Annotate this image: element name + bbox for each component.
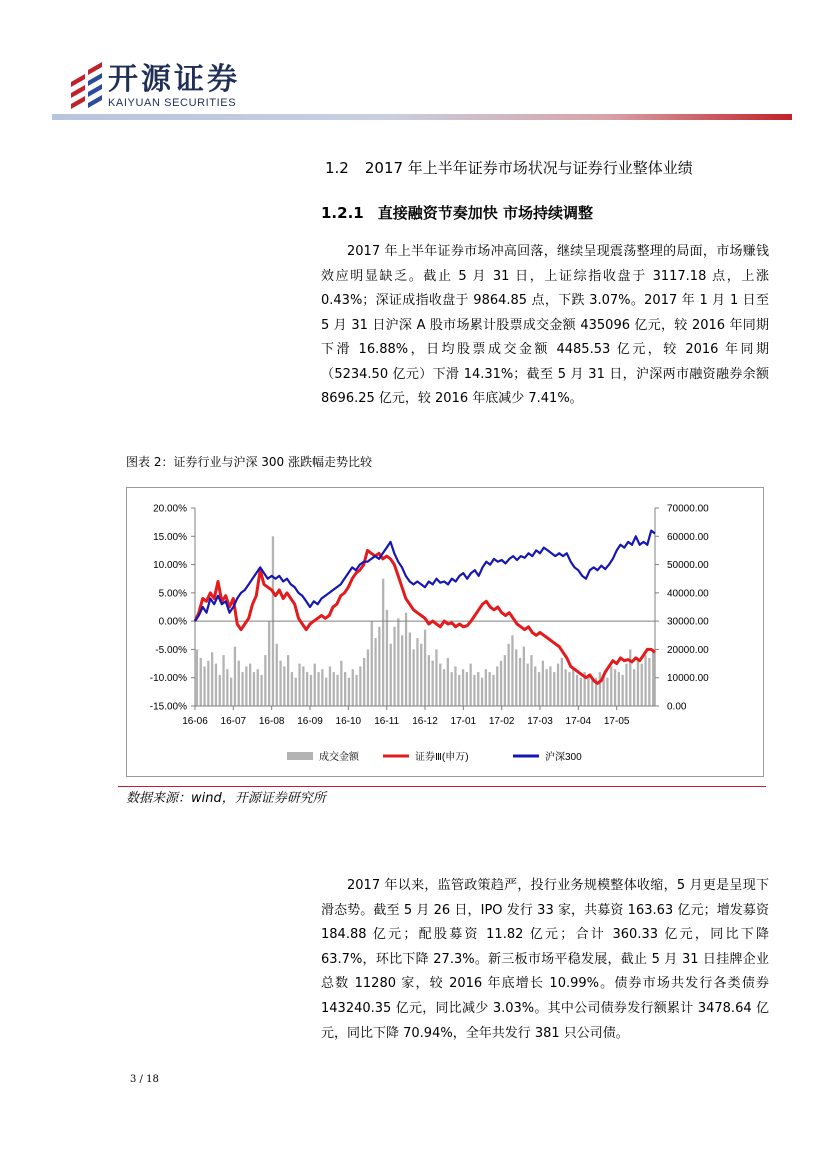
right-tick-label: 50000.00 (667, 560, 709, 572)
body-paragraph-2: 2017 年以来，监管政策趋严，投行业务规模整体收缩，5 月更是呈现下滑态势。截至 5 月 26 日，IPO 发行 33 家，共募资 163.63 亿元；增发募资 184.88 亿元；配股募资 11.82 亿元；合计 360.33 亿元，同比下降 63.7%，环比下降 27.3%。新三板市场平稳发展，截止 5 月 31 日挂牌企业总数 11280 家，较 2016 年底增长 10.99%。债券市场共发行各类债券 143240.35 亿元，同比减少 3.03%。其中公司债券发行额累计 3478.64 亿元，同比下降 70.94%，全年共发行 381 只公司债。 (321, 878, 769, 1041)
volume-bar (534, 666, 536, 706)
volume-bar (641, 664, 643, 706)
volume-bar (454, 666, 456, 706)
volume-bar (260, 675, 262, 706)
x-tick-label: 17-01 (450, 716, 477, 727)
volume-bar (321, 669, 323, 706)
source-rule (118, 786, 766, 787)
volume-bar (515, 649, 517, 706)
volume-bar (424, 630, 426, 706)
x-tick-label: 16-09 (297, 716, 323, 727)
volume-bar (355, 675, 357, 706)
right-tick-label: 0.00 (667, 701, 687, 713)
volume-bar (629, 649, 631, 706)
volume-bar (211, 652, 213, 706)
logo-mark-icon (68, 60, 108, 112)
left-axis-labels (150, 504, 187, 713)
volume-bar (348, 678, 350, 706)
volume-bar (340, 661, 342, 706)
volume-bar (492, 675, 494, 706)
volume-bar (466, 672, 468, 706)
volume-bar (462, 669, 464, 706)
logo-english-name: KAIYUAN SECURITIES (108, 97, 237, 109)
volume-bar (413, 649, 415, 706)
volume-bar (264, 655, 266, 706)
volume-bar (203, 666, 205, 706)
volume-bar (477, 672, 479, 706)
figure-source: 数据来源：wind，开源证券研究所 (126, 791, 326, 806)
volume-bar (546, 669, 548, 706)
x-tick-label: 16-12 (412, 716, 438, 727)
volume-bar (530, 655, 532, 706)
volume-bar (222, 655, 224, 706)
volume-bar (432, 661, 434, 706)
header-rule (52, 114, 792, 120)
volume-bar (504, 655, 506, 706)
volume-bar (207, 661, 209, 706)
x-tick-label: 17-03 (527, 716, 553, 727)
volume-bar (511, 635, 513, 706)
chart-svg (127, 488, 765, 778)
left-tick-label: -15.00% (149, 701, 187, 713)
subsection-title: 直接融资节奏加快 市场持续调整 (377, 204, 593, 222)
volume-bar (276, 644, 278, 706)
volume-bar (420, 644, 422, 706)
volume-bar (253, 672, 255, 706)
volume-bar (336, 675, 338, 706)
volume-bar (291, 672, 293, 706)
volume-bar (496, 666, 498, 706)
volume-bar (435, 649, 437, 706)
volume-bar (359, 666, 361, 706)
volume-bar (374, 638, 376, 706)
volume-bar (329, 666, 331, 706)
volume-bar (606, 678, 608, 706)
volume-bar (614, 669, 616, 706)
volume-bar (637, 661, 639, 706)
left-tick-label: -5.00% (155, 644, 187, 656)
volume-bar (451, 672, 453, 706)
body-paragraph-1: 2017 年上半年证券市场冲高回落，继续呈现震荡整理的局面，市场赚钱效应明显缺乏。截止 5 月 31 日，上证综指收盘于 3117.18 点，上涨 0.43%；深证成指收盘于 9864.85 点，下跌 3.07%。2017 年 1 月 1 日至 5 月 31 日沪深 A 股市场累计股票成交金额 435096 亿元，较 2016 年同期下滑 16.88%，日均股票成交金额 4485.53 亿元，较 2016 年同期（5234.50 亿元）下滑 14.31%；截至 5 月 31 日，沪深两市融资融券余额 8696.25 亿元，较 2016 年底减少 7.41%。 (321, 244, 769, 406)
volume-bar (439, 664, 441, 706)
volume-bar (200, 658, 202, 706)
volume-bar (644, 655, 646, 706)
section-number: 1.2 (325, 159, 349, 177)
legend-label: 证券Ⅲ(申万) (415, 752, 469, 763)
right-tick-label: 10000.00 (667, 673, 709, 685)
volume-bar (226, 669, 228, 706)
volume-bar (549, 666, 551, 706)
volume-bar (485, 669, 487, 706)
volume-bar (428, 655, 430, 706)
volume-bar (306, 672, 308, 706)
volume-bar (397, 618, 399, 706)
volume-bar (230, 678, 232, 706)
volume-bar (287, 655, 289, 706)
volume-bar (633, 669, 635, 706)
volume-bar (257, 669, 259, 706)
volume-bar (625, 664, 627, 706)
left-tick-label: 0.00% (158, 616, 187, 628)
volume-bar (386, 610, 388, 706)
volume-bar (390, 644, 392, 706)
volume-bar (568, 672, 570, 706)
volume-bar (500, 661, 502, 706)
volume-bar (325, 678, 327, 706)
volume-bar (572, 666, 574, 706)
left-tick-label: 15.00% (153, 531, 187, 543)
volume-bar (565, 669, 567, 706)
volume-bar (587, 675, 589, 706)
volume-bar (561, 658, 563, 706)
section-title: 2017 年上半年证券市场状况与证券行业整体业绩 (364, 159, 693, 177)
volume-bar (553, 672, 555, 706)
volume-bar (599, 672, 601, 706)
volume-bar (367, 649, 369, 706)
volume-bar (249, 664, 251, 706)
left-tick-label: 10.00% (153, 560, 187, 572)
volume-bar (344, 672, 346, 706)
volume-bar (527, 664, 529, 706)
volume-bar (382, 579, 384, 706)
right-tick-label: 60000.00 (667, 531, 709, 543)
volume-bar (238, 661, 240, 706)
left-tick-label: -10.00% (149, 673, 187, 685)
volume-bar (557, 664, 559, 706)
right-axis-labels (667, 504, 709, 713)
company-logo (68, 60, 268, 112)
volume-bar (298, 664, 300, 706)
chart-frame (126, 487, 764, 777)
volume-bar (618, 672, 620, 706)
x-tick-label: 16-06 (182, 716, 208, 727)
volume-bar (473, 675, 475, 706)
volume-bar (470, 664, 472, 706)
right-tick-label: 40000.00 (667, 588, 709, 600)
volume-bar (314, 664, 316, 706)
x-tick-label: 17-04 (565, 716, 592, 727)
volume-bar (363, 658, 365, 706)
volume-bar (447, 658, 449, 706)
volume-bar (352, 669, 354, 706)
legend-swatch (287, 752, 313, 760)
left-tick-label: 5.00% (158, 588, 187, 600)
x-tick-label: 17-05 (603, 716, 630, 727)
volume-bar (245, 666, 247, 706)
volume-bar (622, 675, 624, 706)
x-tick-label: 16-08 (258, 716, 285, 727)
volume-bar (317, 672, 319, 706)
series-line (195, 531, 655, 622)
volume-bar (371, 621, 373, 706)
x-tick-label: 16-10 (335, 716, 362, 727)
volume-bar (409, 633, 411, 707)
x-axis-labels (182, 716, 630, 727)
page-number: 3 / 18 (130, 1074, 159, 1085)
x-tick-label: 16-07 (220, 716, 247, 727)
volume-bar (219, 675, 221, 706)
legend-label: 成交金额 (319, 752, 359, 763)
left-tick-label: 20.00% (153, 503, 187, 515)
volume-bar (538, 672, 540, 706)
right-tick-label: 20000.00 (667, 644, 709, 656)
volume-bar (576, 675, 578, 706)
logo-chinese-name: 开源证券 (108, 62, 240, 97)
subsection-heading (321, 201, 593, 225)
volume-bar (481, 678, 483, 706)
volume-bar (401, 635, 403, 706)
volume-bar (196, 649, 198, 706)
volume-bar (283, 666, 285, 706)
figure-caption: 图表 2：证券行业与沪深 300 涨跌幅走势比较 (126, 455, 372, 469)
volume-bar (416, 638, 418, 706)
section-heading (325, 156, 693, 180)
right-tick-label: 70000.00 (667, 503, 709, 515)
volume-bar (652, 649, 654, 706)
volume-bar (302, 666, 304, 706)
x-tick-label: 17-02 (488, 716, 515, 727)
volume-bar (610, 666, 612, 706)
volume-bar (542, 661, 544, 706)
volume-bar (234, 647, 236, 706)
volume-bar (580, 678, 582, 706)
x-tick-label: 16-11 (374, 716, 400, 727)
right-tick-label: 30000.00 (667, 616, 709, 628)
volume-bar (489, 672, 491, 706)
volume-bar (279, 661, 281, 706)
volume-bar (648, 658, 650, 706)
legend-label: 沪深300 (545, 752, 582, 763)
chart-legend (287, 750, 582, 763)
volume-bar (268, 621, 270, 706)
volume-bar (393, 627, 395, 706)
volume-bar (241, 672, 243, 706)
volume-bar (405, 613, 407, 706)
volume-bar (523, 647, 525, 706)
volume-bar (519, 658, 521, 706)
volume-bar (458, 675, 460, 706)
volume-bar (295, 678, 297, 706)
volume-bar (591, 681, 593, 707)
volume-bar (443, 669, 445, 706)
volume-bar (333, 672, 335, 706)
volume-bar (508, 644, 510, 706)
volume-bar (378, 627, 380, 706)
subsection-number: 1.2.1 (321, 204, 364, 222)
volume-bar (310, 675, 312, 706)
volume-bar (215, 664, 217, 706)
